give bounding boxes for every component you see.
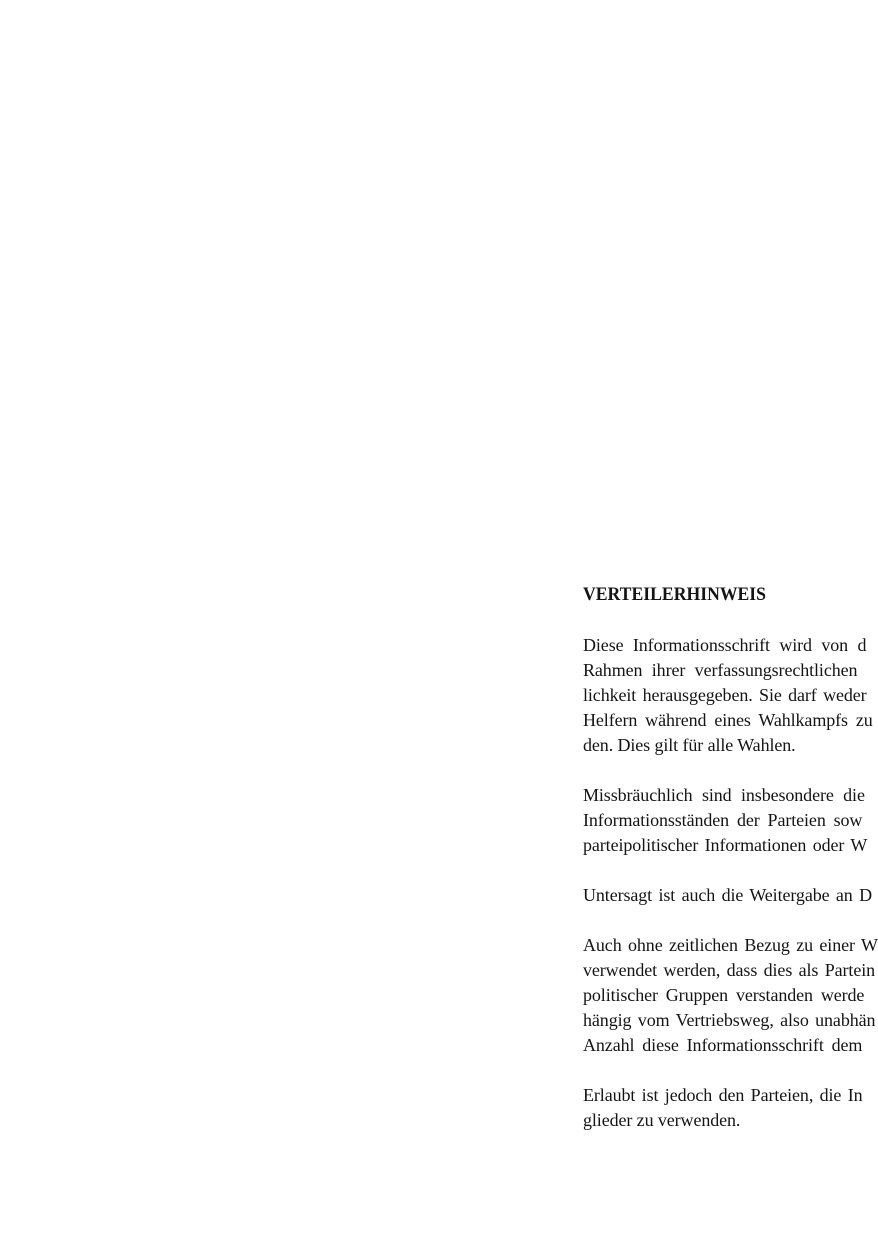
section-title: VERTEILERHINWEIS	[583, 584, 767, 605]
paragraph	[583, 783, 878, 858]
verteilerhinweis-section	[583, 584, 878, 1158]
text-line: Helfern während eines Wahlkampfs zu	[583, 710, 873, 730]
text-line: Missbräuchlich sind insbesondere die	[583, 785, 865, 805]
text-line: politischer Gruppen verstanden werde	[583, 985, 865, 1005]
text-line: Diese Informationsschrift wird von d	[583, 635, 867, 655]
paragraph	[583, 1083, 878, 1133]
text-line: glieder zu verwenden.	[583, 1110, 741, 1130]
text-line: hängig vom Vertriebsweg, also unabhän	[583, 1010, 876, 1030]
paragraph	[583, 933, 878, 1058]
text-line: parteipolitischer Informationen oder W	[583, 835, 868, 855]
text-line: Anzahl diese Informationsschrift dem	[583, 1035, 863, 1055]
text-line: Auch ohne zeitlichen Bezug zu einer W	[583, 935, 878, 955]
text-line: Rahmen ihrer verfassungsrechtlichen	[583, 660, 858, 680]
text-line: Untersagt ist auch die Weitergabe an D	[583, 885, 872, 905]
paragraph	[583, 633, 878, 758]
text-line: lichkeit herausgegeben. Sie darf weder	[583, 685, 867, 705]
paragraph	[583, 883, 878, 908]
text-line: verwendet werden, dass dies als Partein	[583, 960, 876, 980]
text-line: Erlaubt ist jedoch den Parteien, die In	[583, 1085, 863, 1105]
text-line: Informationsständen der Parteien sow	[583, 810, 863, 830]
text-line: den. Dies gilt für alle Wahlen.	[583, 735, 796, 755]
